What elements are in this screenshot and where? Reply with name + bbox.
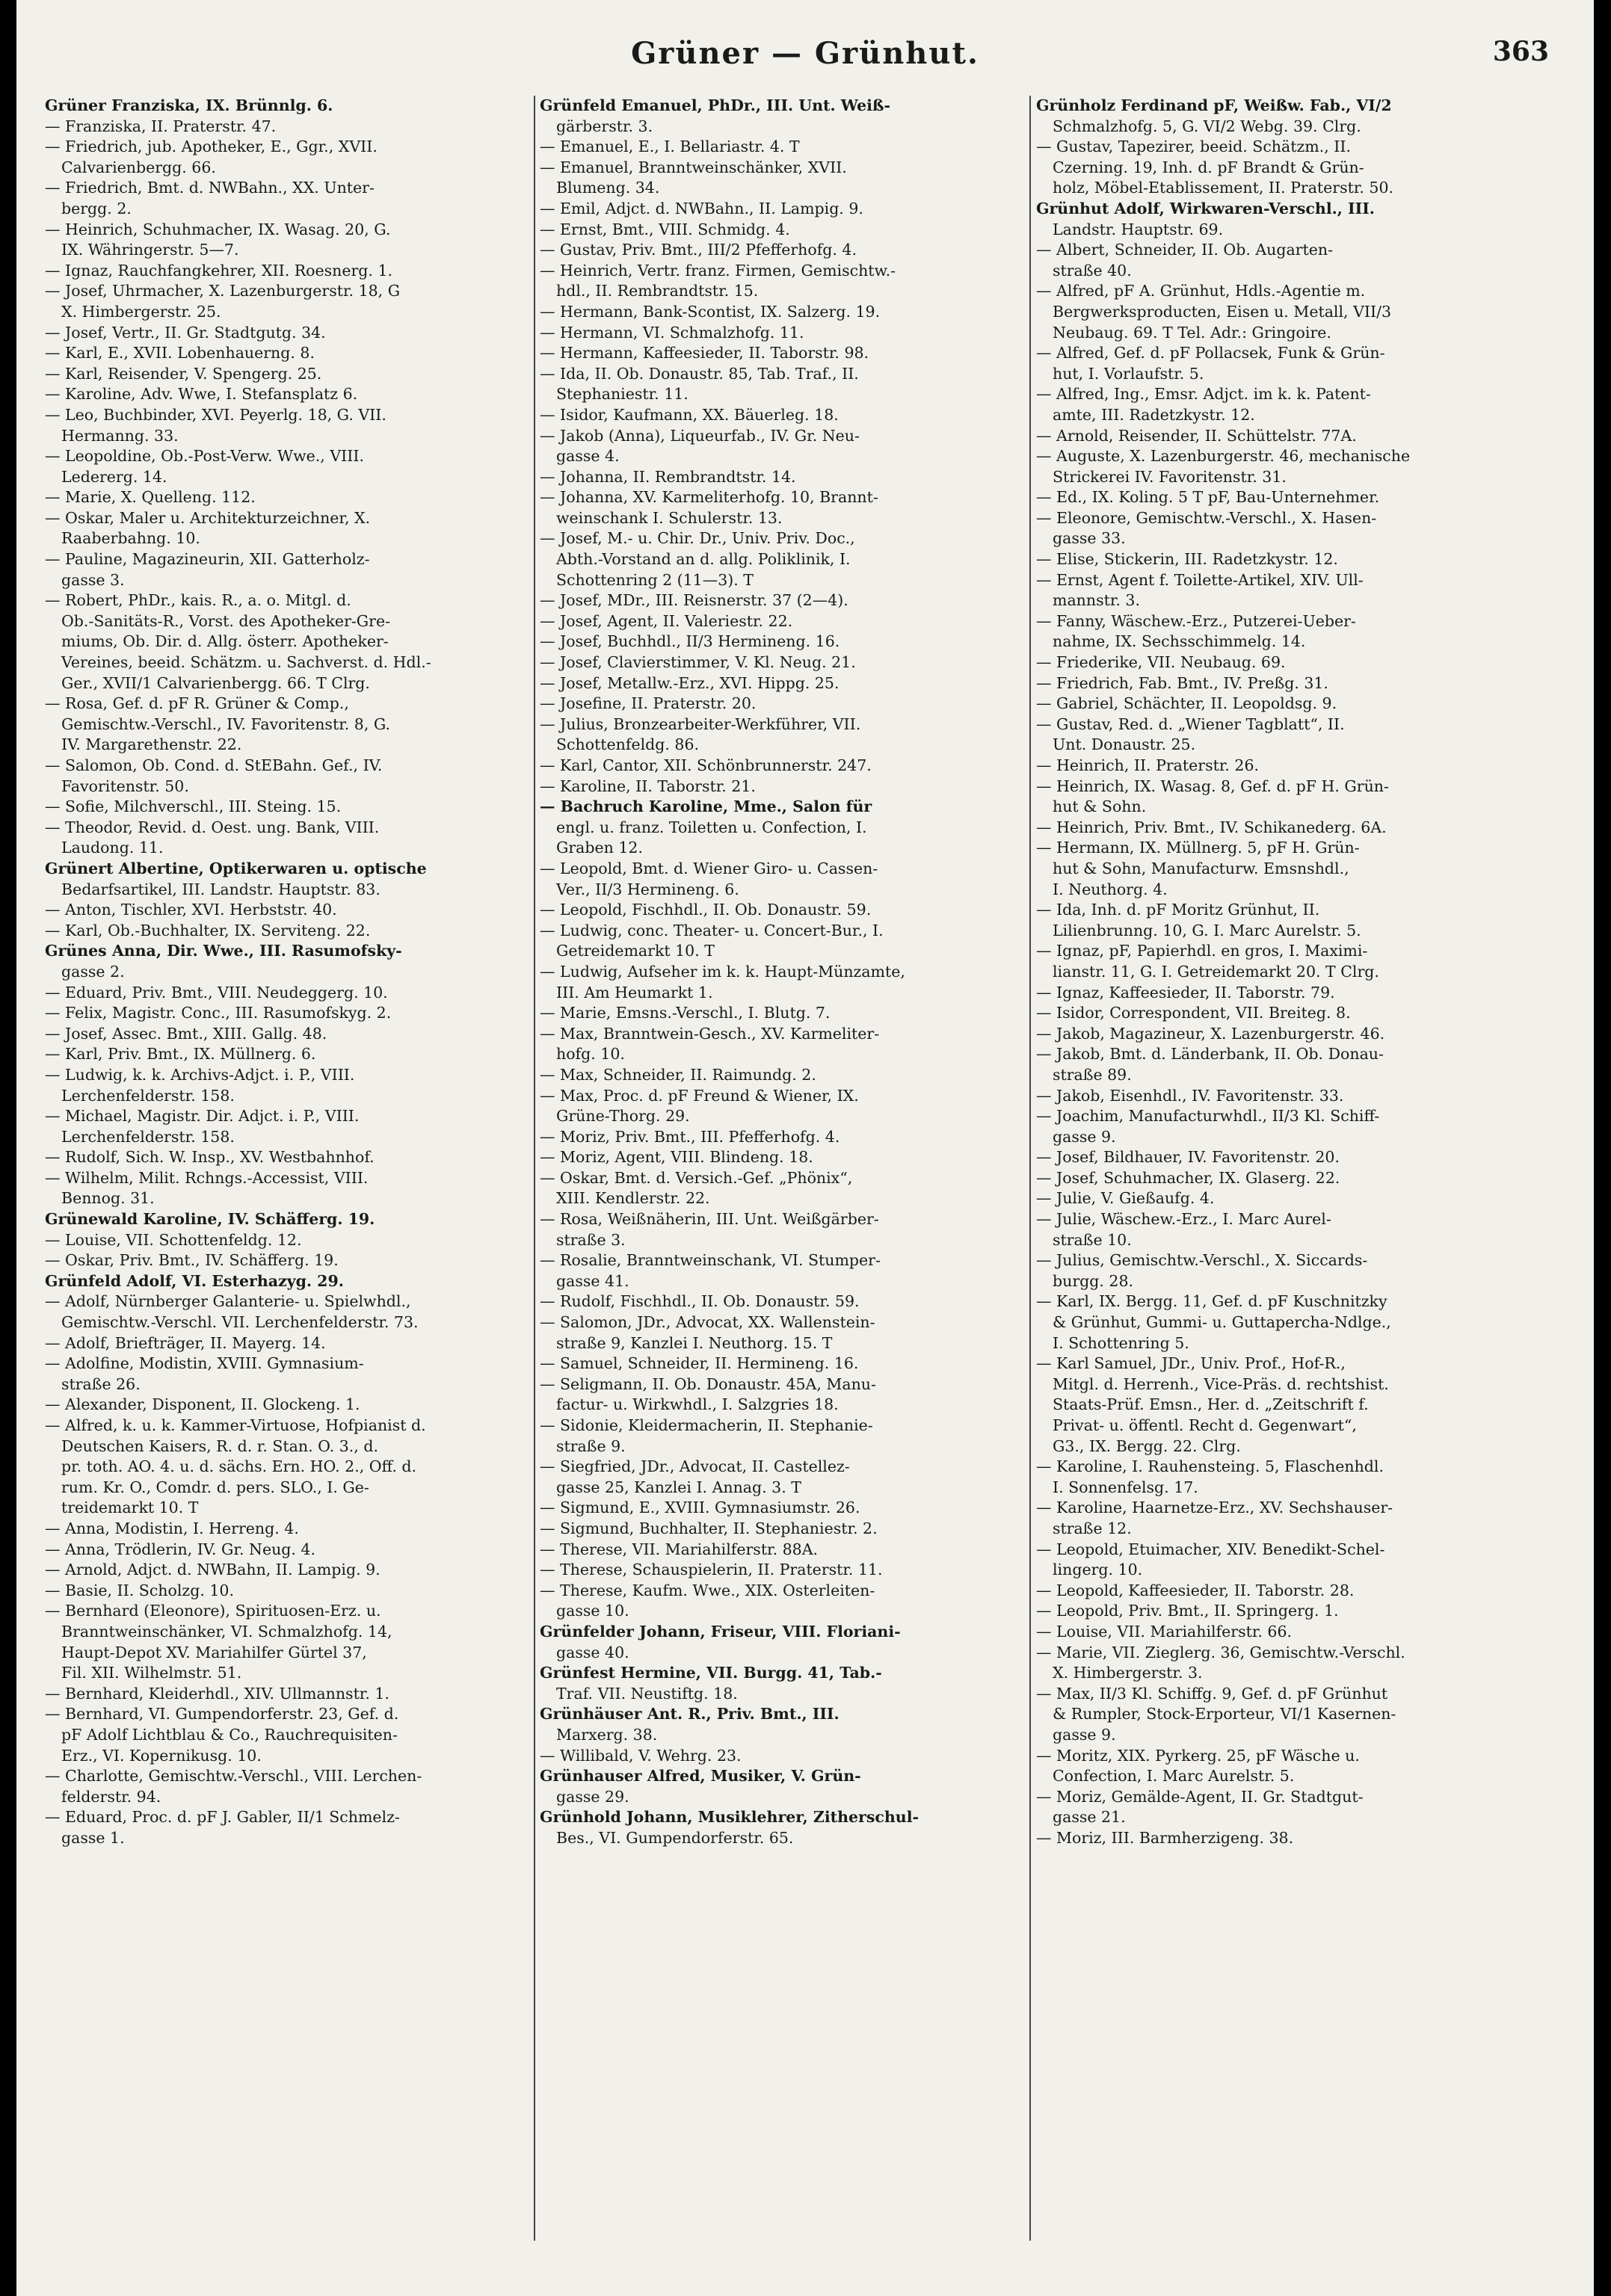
directory-entry-line: — Bernhard, Kleiderhdl., XIV. Ullmannstr. 1.: [45, 1684, 389, 1703]
directory-surname-entry: Grünfest Hermine, VII. Burgg. 41, Tab.-: [540, 1664, 882, 1682]
directory-entry-line: straße 89.: [1053, 1065, 1132, 1084]
directory-entry-line: gasse 4.: [556, 447, 620, 466]
directory-entry-line: — Leopold, Fischhdl., II. Ob. Donaustr. 59.: [540, 901, 872, 919]
directory-entry-line: gärberstr. 3.: [556, 117, 653, 135]
directory-entry-line: gasse 10.: [556, 1602, 629, 1620]
directory-entry-line: hut & Sohn.: [1053, 797, 1147, 816]
directory-entry-line: Lerchenfelderstr. 158.: [61, 1127, 235, 1146]
page-header: [16, 36, 1594, 81]
directory-entry-line: — Adolf, Briefträger, II. Mayerg. 14.: [45, 1333, 326, 1352]
directory-entry-line: Ger., XVII/1 Calvarienbergg. 66. T Clrg.: [61, 673, 370, 692]
column-3: [1036, 96, 1541, 2263]
directory-entry-line: — Julius, Bronzearbeiter-Werkführer, VII.: [540, 715, 861, 733]
directory-entry-line: — Josef, Vertr., II. Gr. Stadtgutg. 34.: [45, 323, 326, 342]
directory-entry-line: — Pauline, Magazineurin, XII. Gatterholz-: [45, 550, 370, 569]
directory-entry-line: — Isidor, Correspondent, VII. Breiteg. 8.: [1036, 1004, 1351, 1022]
directory-entry-line: — Friedrich, Fab. Bmt., IV. Preßg. 31.: [1036, 673, 1328, 692]
directory-entry-line: pF Adolf Lichtblau & Co., Rauchrequisiten-: [61, 1725, 398, 1744]
directory-surname-entry: — Bachruch Karoline, Mme., Salon für: [540, 797, 872, 816]
directory-entry-line: — Rudolf, Sich. W. Insp., XV. Westbahnhof.: [45, 1148, 375, 1167]
directory-entry-line: Fil. XII. Wilhelmstr. 51.: [61, 1664, 242, 1682]
directory-entry-line: — Gabriel, Schächter, II. Leopoldsg. 9.: [1036, 694, 1337, 713]
directory-entry-line: nahme, IX. Sechsschimmelg. 14.: [1053, 632, 1306, 651]
directory-entry-line: — Rudolf, Fischhdl., II. Ob. Donaustr. 59.: [540, 1292, 860, 1311]
directory-entry-line: Grüne-Thorg. 29.: [556, 1107, 690, 1126]
directory-entry-line: Blumeng. 34.: [556, 179, 660, 197]
directory-surname-entry: Grünhauser Alfred, Musiker, V. Grün-: [540, 1767, 861, 1786]
directory-entry-line: — Moriz, Gemälde-Agent, II. Gr. Stadtgut-: [1036, 1787, 1364, 1806]
directory-entry-line: Landstr. Hauptstr. 69.: [1053, 220, 1224, 238]
directory-surname-entry: Grünfeld Adolf, VI. Esterhazyg. 29.: [45, 1271, 344, 1290]
directory-entry-line: — Ignaz, pF, Papierhdl. en gros, I. Maximi-: [1036, 942, 1368, 960]
column-divider: [1029, 96, 1031, 2241]
directory-entry-line: Confection, I. Marc Aurelstr. 5.: [1053, 1767, 1295, 1786]
directory-entry-line: III. Am Heumarkt 1.: [556, 983, 713, 1002]
directory-entry-line: X. Himbergerstr. 3.: [1053, 1664, 1203, 1682]
directory-entry-line: Favoritenstr. 50.: [61, 777, 189, 795]
directory-entry-line: — Karoline, II. Taborstr. 21.: [540, 777, 756, 795]
directory-entry-line: — Hermann, VI. Schmalzhofg. 11.: [540, 323, 804, 342]
directory-entry-line: — Franziska, II. Praterstr. 47.: [45, 117, 277, 135]
directory-entry-line: — Moritz, XIX. Pyrkerg. 25, pF Wäsche u.: [1036, 1746, 1360, 1765]
directory-entry-line: — Karl, Cantor, XII. Schönbrunnerstr. 247.: [540, 756, 872, 774]
directory-entry-line: — Leopold, Priv. Bmt., II. Springerg. 1.: [1036, 1602, 1339, 1620]
directory-entry-line: — Felix, Magistr. Conc., III. Rasumofskyg. 2.: [45, 1004, 392, 1022]
directory-entry-line: Gemischtw.-Verschl. VII. Lerchenfelderstr. 73.: [61, 1313, 419, 1332]
directory-entry-line: hdl., II. Rembrandtstr. 15.: [556, 282, 759, 300]
directory-surname-entry: Grünfeld Emanuel, PhDr., III. Unt. Weiß-: [540, 96, 891, 114]
directory-surname-entry: Grünhut Adolf, Wirkwaren-Verschl., III.: [1036, 199, 1375, 217]
directory-entry-line: weinschank I. Schulerstr. 13.: [556, 508, 783, 527]
directory-entry-line: gasse 9.: [1053, 1725, 1116, 1744]
directory-entry-line: Ver., II/3 Hermineng. 6.: [556, 880, 739, 898]
directory-entry-line: G3., IX. Bergg. 22. Clrg.: [1053, 1436, 1241, 1455]
directory-entry-line: — Michael, Magistr. Dir. Adjct. i. P., VIII.: [45, 1107, 360, 1126]
directory-entry-line: — Julie, V. Gießaufg. 4.: [1036, 1189, 1215, 1208]
directory-entry-line: gasse 2.: [61, 962, 125, 981]
directory-entry-line: — Hermann, Kaffeesieder, II. Taborstr. 98.: [540, 344, 869, 362]
column-divider: [534, 96, 535, 2241]
directory-entry-line: gasse 3.: [61, 570, 125, 589]
directory-entry-line: lingerg. 10.: [1053, 1561, 1143, 1579]
directory-entry-line: — Alfred, Gef. d. pF Pollacsek, Funk & Grün-: [1036, 344, 1385, 362]
directory-entry-line: — Karl Samuel, JDr., Univ. Prof., Hof-R.,: [1036, 1354, 1346, 1373]
directory-entry-line: engl. u. franz. Toiletten u. Confection, I.: [556, 818, 867, 836]
directory-entry-line: Getreidemarkt 10. T: [556, 942, 715, 960]
directory-entry-line: Calvarienbergg. 66.: [61, 158, 216, 176]
directory-entry-line: — Friederike, VII. Neubaug. 69.: [1036, 653, 1286, 672]
directory-entry-line: — Salomon, JDr., Advocat, XX. Wallenstein-: [540, 1313, 875, 1332]
directory-entry-line: Schottenfeldg. 86.: [556, 735, 700, 754]
directory-entry-line: straße 10.: [1053, 1230, 1132, 1249]
directory-entry-line: Branntweinschänker, VI. Schmalzhofg. 14,: [61, 1622, 392, 1641]
directory-entry-line: — Basie, II. Scholzg. 10.: [45, 1581, 234, 1599]
directory-entry-line: — Robert, PhDr., kais. R., a. o. Mitgl. d.: [45, 591, 351, 610]
directory-entry-line: — Heinrich, Priv. Bmt., IV. Schikanederg. 6A.: [1036, 818, 1387, 836]
directory-entry-line: straße 26.: [61, 1374, 141, 1393]
directory-entry-line: — Oskar, Maler u. Architekturzeichner, X.: [45, 508, 371, 527]
directory-surname-entry: Grünhäuser Ant. R., Priv. Bmt., III.: [540, 1705, 840, 1723]
directory-entry-line: — Ludwig, k. k. Archivs-Adjct. i. P., VIII.: [45, 1065, 355, 1084]
directory-entry-line: — Siegfried, JDr., Advocat, II. Castellez-: [540, 1457, 850, 1476]
directory-entry-line: — Alfred, k. u. k. Kammer-Virtuose, Hofpianist d.: [45, 1416, 426, 1434]
directory-entry-line: gasse 29.: [556, 1787, 629, 1806]
directory-surname-entry: Grüner Franziska, IX. Brünnlg. 6.: [45, 96, 333, 114]
directory-entry-line: Strickerei IV. Favoritenstr. 31.: [1053, 467, 1287, 486]
directory-entry-line: rum. Kr. O., Comdr. d. pers. SLO., I. Ge-: [61, 1478, 369, 1496]
column-1: [45, 96, 531, 2263]
directory-entry-line: burgg. 28.: [1053, 1271, 1134, 1290]
directory-entry-line: I. Sonnenfelsg. 17.: [1053, 1478, 1198, 1496]
directory-surname-entry: Grünhold Johann, Musiklehrer, Zitherschul-: [540, 1808, 919, 1827]
directory-entry-line: — Auguste, X. Lazenburgerstr. 46, mechanische: [1036, 447, 1411, 466]
directory-entry-line: — Anna, Trödlerin, IV. Gr. Neug. 4.: [45, 1540, 315, 1558]
directory-entry-line: — Arnold, Reisender, II. Schüttelstr. 77A.: [1036, 426, 1357, 445]
directory-entry-line: — Alexander, Disponent, II. Glockeng. 1.: [45, 1395, 360, 1414]
directory-entry-line: — Josef, M.- u. Chir. Dr., Univ. Priv. Doc.,: [540, 529, 855, 548]
directory-entry-line: Czerning. 19, Inh. d. pF Brandt & Grün-: [1053, 158, 1364, 176]
directory-entry-line: Mitgl. d. Herrenh., Vice-Präs. d. rechtshist.: [1053, 1374, 1389, 1393]
page-number: 363: [1492, 36, 1549, 67]
directory-entry-line: Raaberbahng. 10.: [61, 529, 200, 548]
directory-entry-line: — Josef, Clavierstimmer, V. Kl. Neug. 21.: [540, 653, 856, 672]
directory-entry-line: — Ludwig, Aufseher im k. k. Haupt-Münzamte,: [540, 962, 905, 981]
directory-entry-line: — Josef, Metallw.-Erz., XVI. Hippg. 25.: [540, 673, 840, 692]
directory-entry-line: — Marie, Emsns.-Verschl., I. Blutg. 7.: [540, 1004, 831, 1022]
directory-entry-line: — Anton, Tischler, XVI. Herbststr. 40.: [45, 901, 337, 919]
directory-entry-line: — Oskar, Bmt. d. Versich.-Gef. „Phönix“,: [540, 1168, 853, 1187]
directory-surname-entry: Grünholz Ferdinand pF, Weißw. Fab., VI/2: [1036, 96, 1392, 114]
directory-entry-line: — Louise, VII. Schottenfeldg. 12.: [45, 1230, 302, 1249]
directory-entry-line: — Joachim, Manufacturwhdl., II/3 Kl. Schiff-: [1036, 1107, 1380, 1126]
directory-entry-line: Hermanng. 33.: [61, 426, 179, 445]
directory-entry-line: — Karoline, Haarnetze-Erz., XV. Sechshauser-: [1036, 1499, 1393, 1517]
directory-entry-line: Marxerg. 38.: [556, 1725, 658, 1744]
directory-entry-line: hofg. 10.: [556, 1045, 625, 1064]
directory-entry-line: — Ernst, Bmt., VIII. Schmidg. 4.: [540, 220, 790, 238]
directory-entry-line: — Charlotte, Gemischtw.-Verschl., VIII. Lerchen-: [45, 1767, 422, 1786]
directory-entry-line: — Ignaz, Rauchfangkehrer, XII. Roesnerg. 1.: [45, 261, 393, 280]
directory-entry-line: — Therese, Schauspielerin, II. Praterstr. 11.: [540, 1561, 883, 1579]
directory-entry-line: & Grünhut, Gummi- u. Guttapercha-Ndlge.,: [1053, 1313, 1391, 1332]
directory-entry-line: — Leopold, Etuimacher, XIV. Benedikt-Schel-: [1036, 1540, 1385, 1558]
directory-entry-line: Abth.-Vorstand an d. allg. Poliklinik, I.: [556, 550, 851, 569]
directory-entry-line: — Karl, IX. Bergg. 11, Gef. d. pF Kuschnitzky: [1036, 1292, 1387, 1311]
directory-entry-line: — Josef, Agent, II. Valeriestr. 22.: [540, 611, 793, 630]
directory-entry-line: — Moriz, Priv. Bmt., III. Pfefferhofg. 4.: [540, 1127, 840, 1146]
directory-entry-line: Graben 12.: [556, 839, 643, 857]
directory-entry-line: Lilienbrunng. 10, G. I. Marc Aurelstr. 5.: [1053, 921, 1361, 939]
directory-entry-line: IX. Währingerstr. 5—7.: [61, 241, 239, 259]
directory-entry-line: — Karl, E., XVII. Lobenhauerng. 8.: [45, 344, 315, 362]
directory-entry-line: — Josef, Buchhdl., II/3 Hermineng. 16.: [540, 632, 840, 651]
directory-entry-line: — Leo, Buchbinder, XVI. Peyerlg. 18, G. VII.: [45, 405, 386, 424]
directory-entry-line: — Eduard, Proc. d. pF J. Gabler, II/1 Schmelz-: [45, 1808, 400, 1827]
directory-entry-line: Lerchenfelderstr. 158.: [61, 1086, 235, 1105]
directory-entry-line: — Samuel, Schneider, II. Hermineng. 16.: [540, 1354, 859, 1373]
directory-entry-line: — Jakob, Bmt. d. Länderbank, II. Ob. Donau-: [1036, 1045, 1384, 1064]
directory-entry-line: Bes., VI. Gumpendorferstr. 65.: [556, 1828, 794, 1847]
directory-entry-line: — Karoline, Adv. Wwe, I. Stefansplatz 6.: [45, 385, 358, 404]
directory-entry-line: — Gustav, Priv. Bmt., III/2 Pfefferhofg. 4.: [540, 241, 857, 259]
directory-entry-line: — Karl, Reisender, V. Spengerg. 25.: [45, 364, 322, 383]
directory-entry-line: — Karl, Priv. Bmt., IX. Müllnerg. 6.: [45, 1045, 316, 1064]
directory-entry-line: — Gustav, Red. d. „Wiener Tagblatt“, II.: [1036, 715, 1345, 733]
directory-surname-entry: Grünewald Karoline, IV. Schäfferg. 19.: [45, 1210, 375, 1229]
directory-entry-line: — Julius, Gemischtw.-Verschl., X. Siccards-: [1036, 1251, 1368, 1270]
directory-entry-line: straße 40.: [1053, 261, 1132, 280]
directory-entry-line: — Anna, Modistin, I. Herreng. 4.: [45, 1519, 299, 1537]
directory-entry-line: — Isidor, Kaufmann, XX. Bäuerleg. 18.: [540, 405, 839, 424]
directory-entry-line: — Max, II/3 Kl. Schiffg. 9, Gef. d. pF Grünhut: [1036, 1684, 1388, 1703]
directory-entry-line: Haupt-Depot XV. Mariahilfer Gürtel 37,: [61, 1643, 367, 1661]
directory-entry-line: — Arnold, Adjct. d. NWBahn, II. Lampig. 9.: [45, 1561, 381, 1579]
directory-entry-line: mannstr. 3.: [1053, 591, 1140, 610]
directory-entry-line: — Alfred, Ing., Emsr. Adjct. im k. k. Patent-: [1036, 385, 1371, 404]
directory-entry-line: straße 12.: [1053, 1519, 1132, 1537]
directory-entry-line: — Ernst, Agent f. Toilette-Artikel, XIV. Ull-: [1036, 570, 1364, 589]
directory-entry-line: — Johanna, XV. Karmeliterhofg. 10, Brannt-: [540, 488, 878, 507]
directory-entry-line: — Jakob (Anna), Liqueurfab., IV. Gr. Neu-: [540, 426, 860, 445]
directory-entry-line: — Sigmund, E., XVIII. Gymnasiumstr. 26.: [540, 1499, 860, 1517]
directory-entry-line: — Eleonore, Gemischtw.-Verschl., X. Hasen-: [1036, 508, 1377, 527]
directory-entry-line: — Elise, Stickerin, III. Radetzkystr. 12.: [1036, 550, 1338, 569]
directory-entry-line: — Hermann, Bank-Scontist, IX. Salzerg. 19.: [540, 302, 881, 321]
directory-surname-entry: Grünert Albertine, Optikerwaren u. optische: [45, 859, 427, 877]
directory-entry-line: — Moriz, III. Barmherzigeng. 38.: [1036, 1828, 1294, 1847]
directory-entry-line: treidemarkt 10. T: [61, 1499, 199, 1517]
directory-entry-line: Erz., VI. Kopernikusg. 10.: [61, 1746, 262, 1765]
page-title: Grüner — Grünhut.: [631, 36, 979, 71]
directory-entry-line: — Albert, Schneider, II. Ob. Augarten-: [1036, 241, 1333, 259]
directory-entry-line: gasse 40.: [556, 1643, 629, 1661]
directory-surname-entry: Grünes Anna, Dir. Wwe., III. Rasumofsky-: [45, 942, 402, 960]
directory-entry-line: — Oskar, Priv. Bmt., IV. Schäfferg. 19.: [45, 1251, 339, 1270]
directory-entry-line: — Rosa, Weißnäherin, III. Unt. Weißgärber-: [540, 1210, 879, 1229]
directory-entry-line: bergg. 2.: [61, 199, 132, 217]
directory-entry-line: straße 9, Kanzlei I. Neuthorg. 15. T: [556, 1333, 833, 1352]
directory-entry-line: — Bernhard, VI. Gumpendorferstr. 23, Gef. d.: [45, 1705, 399, 1723]
directory-entry-line: — Julie, Wäschew.-Erz., I. Marc Aurel-: [1036, 1210, 1331, 1229]
directory-entry-line: — Adolf, Nürnberger Galanterie- u. Spielwhdl.,: [45, 1292, 411, 1311]
directory-entry-line: — Max, Branntwein-Gesch., XV. Karmeliter-: [540, 1024, 880, 1043]
directory-entry-line: Traf. VII. Neustiftg. 18.: [556, 1684, 738, 1703]
directory-entry-line: amte, III. Radetzkystr. 12.: [1053, 405, 1255, 424]
directory-entry-line: gasse 33.: [1053, 529, 1126, 548]
directory-entry-line: & Rumpler, Stock-Erporteur, VI/1 Kasernen-: [1053, 1705, 1396, 1723]
directory-entry-line: — Salomon, Ob. Cond. d. StEBahn. Gef., IV.: [45, 756, 383, 774]
directory-entry-line: — Wilhelm, Milit. Rchngs.-Accessist, VIII.: [45, 1168, 369, 1187]
column-2: [540, 96, 1027, 2263]
directory-entry-line: X. Himbergerstr. 25.: [61, 302, 221, 321]
directory-entry-line: — Leopold, Kaffeesieder, II. Taborstr. 28.: [1036, 1581, 1355, 1599]
directory-entry-line: — Karoline, I. Rauhensteing. 5, Flaschenhdl.: [1036, 1457, 1384, 1476]
directory-entry-line: — Jakob, Eisenhdl., IV. Favoritenstr. 33.: [1036, 1086, 1344, 1105]
directory-entry-line: felderstr. 94.: [61, 1787, 161, 1806]
directory-entry-line: Gemischtw.-Verschl., IV. Favoritenstr. 8, G.: [61, 715, 391, 733]
directory-entry-line: Schmalzhofg. 5, G. VI/2 Webg. 39. Clrg.: [1053, 117, 1361, 135]
directory-entry-line: — Max, Proc. d. pF Freund & Wiener, IX.: [540, 1086, 859, 1105]
directory-entry-line: IV. Margarethenstr. 22.: [61, 735, 242, 754]
directory-entry-line: straße 3.: [556, 1230, 626, 1249]
directory-entry-line: gasse 41.: [556, 1271, 629, 1290]
directory-entry-line: pr. toth. AO. 4. u. d. sächs. Ern. HO. 2., Off. d.: [61, 1457, 417, 1476]
directory-entry-line: — Sigmund, Buchhalter, II. Stephaniestr. 2.: [540, 1519, 878, 1537]
directory-entry-line: — Bernhard (Eleonore), Spirituosen-Erz. u.: [45, 1602, 381, 1620]
directory-entry-line: I. Neuthorg. 4.: [1053, 880, 1168, 898]
directory-entry-line: — Seligmann, II. Ob. Donaustr. 45A, Manu-: [540, 1374, 876, 1393]
directory-entry-line: — Heinrich, Schuhmacher, IX. Wasag. 20, G.: [45, 220, 391, 238]
directory-entry-line: — Josef, Uhrmacher, X. Lazenburgerstr. 18, G: [45, 282, 401, 300]
directory-entry-line: Privat- u. öffentl. Recht d. Gegenwart“,: [1053, 1416, 1357, 1434]
directory-entry-line: — Emanuel, Branntweinschänker, XVII.: [540, 158, 847, 176]
directory-page: [16, 0, 1594, 2296]
directory-entry-line: — Max, Schneider, II. Raimundg. 2.: [540, 1065, 816, 1084]
directory-entry-line: — Adolfine, Modistin, XVIII. Gymnasium-: [45, 1354, 364, 1373]
directory-surname-entry: Grünfelder Johann, Friseur, VIII. Floriani-: [540, 1622, 901, 1641]
directory-entry-line: — Josef, Assec. Bmt., XIII. Gallg. 48.: [45, 1024, 327, 1043]
directory-entry-line: Schottenring 2 (11—3). T: [556, 570, 754, 589]
directory-entry-line: Vereines, beeid. Schätzm. u. Sachverst. d. Hdl.-: [61, 653, 431, 672]
directory-entry-line: Ob.-Sanitäts-R., Vorst. des Apotheker-Gre-: [61, 611, 391, 630]
directory-entry-line: — Fanny, Wäschew.-Erz., Putzerei-Ueber-: [1036, 611, 1356, 630]
directory-entry-line: — Sidonie, Kleidermacherin, II. Stephanie-: [540, 1416, 873, 1434]
directory-entry-line: gasse 25, Kanzlei I. Annag. 3. T: [556, 1478, 801, 1496]
directory-entry-line: Bedarfsartikel, III. Landstr. Hauptstr. 83.: [61, 880, 381, 898]
directory-entry-line: — Gustav, Tapezirer, beeid. Schätzm., II.: [1036, 138, 1351, 156]
directory-entry-line: — Heinrich, IX. Wasag. 8, Gef. d. pF H. Grün-: [1036, 777, 1389, 795]
directory-entry-line: — Heinrich, II. Praterstr. 26.: [1036, 756, 1260, 774]
directory-entry-line: Bennog. 31.: [61, 1189, 155, 1208]
directory-entry-line: — Ludwig, conc. Theater- u. Concert-Bur., I.: [540, 921, 884, 939]
directory-entry-line: — Ida, II. Ob. Donaustr. 85, Tab. Traf., II.: [540, 364, 859, 383]
directory-entry-line: — Ignaz, Kaffeesieder, II. Taborstr. 79.: [1036, 983, 1335, 1002]
directory-entry-line: gasse 1.: [61, 1828, 125, 1847]
directory-entry-line: — Therese, VII. Mariahilferstr. 88A.: [540, 1540, 819, 1558]
directory-entry-line: — Marie, VII. Zieglerg. 36, Gemischtw.-Verschl.: [1036, 1643, 1405, 1661]
directory-entry-line: — Friedrich, Bmt. d. NWBahn., XX. Unter-: [45, 179, 375, 197]
directory-entry-line: miums, Ob. Dir. d. Allg. österr. Apotheker-: [61, 632, 389, 651]
directory-entry-line: — Heinrich, Vertr. franz. Firmen, Gemischtw.-: [540, 261, 896, 280]
directory-entry-line: factur- u. Wirkwhdl., I. Salzgries 18.: [556, 1395, 839, 1414]
directory-entry-line: — Theodor, Revid. d. Oest. ung. Bank, VIII.: [45, 818, 380, 836]
directory-entry-line: — Moriz, Agent, VIII. Blindeng. 18.: [540, 1148, 813, 1167]
directory-entry-line: Ledererg. 14.: [61, 467, 167, 486]
directory-entry-line: — Louise, VII. Mariahilferstr. 66.: [1036, 1622, 1293, 1641]
directory-entry-line: — Willibald, V. Wehrg. 23.: [540, 1746, 742, 1765]
directory-entry-line: — Emil, Adjct. d. NWBahn., II. Lampig. 9.: [540, 199, 863, 217]
directory-entry-line: — Friedrich, jub. Apotheker, E., Ggr., XVII.: [45, 138, 378, 156]
directory-entry-line: — Rosa, Gef. d. pF R. Grüner & Comp.,: [45, 694, 349, 713]
directory-entry-line: — Josef, Bildhauer, IV. Favoritenstr. 20.: [1036, 1148, 1340, 1167]
directory-entry-line: I. Schottenring 5.: [1053, 1333, 1189, 1352]
directory-entry-line: — Rosalie, Branntweinschank, VI. Stumper-: [540, 1251, 881, 1270]
directory-entry-line: Bergwerksproducten, Eisen u. Metall, VII/3: [1053, 302, 1392, 321]
directory-entry-line: holz, Möbel-Etablissement, II. Praterstr. 50.: [1053, 179, 1394, 197]
directory-entry-line: — Josef, Schuhmacher, IX. Glaserg. 22.: [1036, 1168, 1340, 1187]
directory-entry-line: Neubaug. 69. T Tel. Adr.: Gringoire.: [1053, 323, 1331, 342]
directory-entry-line: Stephaniestr. 11.: [556, 385, 689, 404]
directory-entry-line: — Leopoldine, Ob.-Post-Verw. Wwe., VIII.: [45, 447, 364, 466]
directory-entry-line: hut, I. Vorlaufstr. 5.: [1053, 364, 1204, 383]
directory-entry-line: — Josef, MDr., III. Reisnerstr. 37 (2—4).: [540, 591, 848, 610]
directory-entry-line: — Therese, Kaufm. Wwe., XIX. Osterleiten-: [540, 1581, 875, 1599]
directory-entry-line: — Johanna, II. Rembrandtstr. 14.: [540, 467, 796, 486]
directory-entry-line: — Sofie, Milchverschl., III. Steing. 15.: [45, 797, 342, 816]
directory-entry-line: lianstr. 11, G. I. Getreidemarkt 20. T Clrg.: [1053, 962, 1379, 981]
directory-entry-line: — Josefine, II. Praterstr. 20.: [540, 694, 757, 713]
directory-entry-line: — Leopold, Bmt. d. Wiener Giro- u. Cassen-: [540, 859, 878, 877]
directory-entry-line: gasse 21.: [1053, 1808, 1126, 1827]
directory-entry-line: Unt. Donaustr. 25.: [1053, 735, 1196, 754]
directory-entry-line: hut & Sohn, Manufacturw. Emsnshdl.,: [1053, 859, 1349, 877]
directory-entry-line: Deutschen Kaisers, R. d. r. Stan. O. 3., d.: [61, 1436, 378, 1455]
directory-entry-line: — Jakob, Magazineur, X. Lazenburgerstr. 46.: [1036, 1024, 1385, 1043]
directory-entry-line: — Alfred, pF A. Grünhut, Hdls.-Agentie m.: [1036, 282, 1366, 300]
directory-entry-line: — Marie, X. Quelleng. 112.: [45, 488, 256, 507]
directory-entry-line: — Eduard, Priv. Bmt., VIII. Neudeggerg. 10.: [45, 983, 388, 1002]
directory-entry-line: — Ida, Inh. d. pF Moritz Grünhut, II.: [1036, 901, 1320, 919]
directory-entry-line: Staats-Prüf. Emsn., Her. d. „Zeitschrift f.: [1053, 1395, 1369, 1414]
directory-entry-line: Laudong. 11.: [61, 839, 164, 857]
directory-entry-line: straße 9.: [556, 1436, 626, 1455]
directory-entry-line: gasse 9.: [1053, 1127, 1116, 1146]
directory-entry-line: — Karl, Ob.-Buchhalter, IX. Servitеng. 22.: [45, 921, 371, 939]
directory-entry-line: — Ed., IX. Koling. 5 T pF, Bau-Unternehmer.: [1036, 488, 1380, 507]
directory-entry-line: — Emanuel, E., I. Bellariastr. 4. T: [540, 138, 800, 156]
directory-entry-line: XIII. Kendlerstr. 22.: [556, 1189, 710, 1208]
directory-entry-line: — Hermann, IX. Müllnerg. 5, pF H. Grün-: [1036, 839, 1360, 857]
